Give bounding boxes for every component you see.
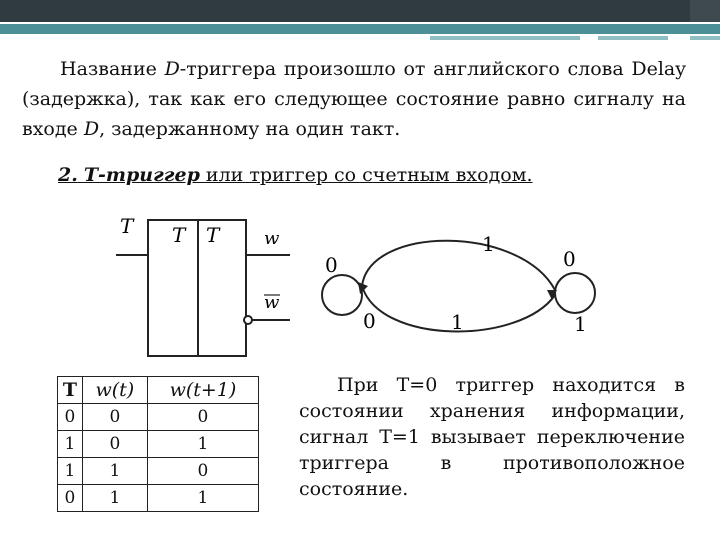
inner-label: T	[172, 223, 186, 247]
truth-table	[57, 376, 259, 512]
header-w-t: w(t)	[82, 377, 147, 404]
input-label: T	[120, 214, 134, 238]
graph-label-bottom-edge: 1	[451, 310, 464, 334]
graph-label-right-loop: 0	[563, 247, 576, 271]
table-cell: 0	[82, 431, 147, 458]
inner-label: T	[206, 223, 220, 247]
output-w-label: w	[264, 228, 280, 249]
table-cell: 0	[58, 404, 83, 431]
table-cell: 0	[147, 458, 258, 485]
table-cell: 1	[82, 458, 147, 485]
graph-label-left-loop: 0	[325, 253, 338, 277]
header-w-t1: w(t+1)	[147, 377, 258, 404]
output-w-bar-label: w	[264, 292, 280, 313]
graph-label-left-bottom: 0	[363, 309, 376, 333]
paragraph-text: -триггера произошло от английского слова Delay (задержка), так как его следующее состояние равно сигналу на входе	[22, 58, 686, 140]
description-text: При Т=0 триггер находится в состоянии хранения информации, сигнал Т=1 вызывает переключение триггера в противоположное состояние.	[299, 374, 685, 500]
table-row	[58, 485, 259, 512]
graph-label-top-edge: 1	[482, 232, 495, 256]
paragraph-text: Название	[60, 58, 165, 80]
heading-number: 2.	[58, 164, 78, 186]
table-cell: 1	[147, 485, 258, 512]
self-loop-left	[322, 275, 362, 315]
table-cell: 0	[58, 485, 83, 512]
heading-term: Т-триггер	[83, 164, 200, 186]
table-header-row	[58, 377, 259, 404]
graph-label-right-bottom: 1	[574, 312, 587, 336]
table-cell: 1	[147, 431, 258, 458]
paragraph-d-symbol: D	[83, 118, 100, 140]
self-loop-right	[555, 273, 595, 313]
table-cell: 1	[82, 485, 147, 512]
table-cell: 1	[58, 431, 83, 458]
table-cell: 0	[82, 404, 147, 431]
paragraph-text: , задержанному на один такт.	[99, 118, 401, 140]
table-row	[58, 431, 259, 458]
header-t: T	[58, 377, 83, 404]
paragraph-d-symbol: D	[164, 58, 180, 80]
inversion-bubble	[244, 316, 252, 324]
table-cell: 0	[147, 404, 258, 431]
table-row	[58, 458, 259, 485]
table-row	[58, 404, 259, 431]
graph-edge-top	[362, 241, 555, 290]
heading-rest: или триггер со счетным входом.	[199, 164, 533, 186]
table-cell: 1	[58, 458, 83, 485]
